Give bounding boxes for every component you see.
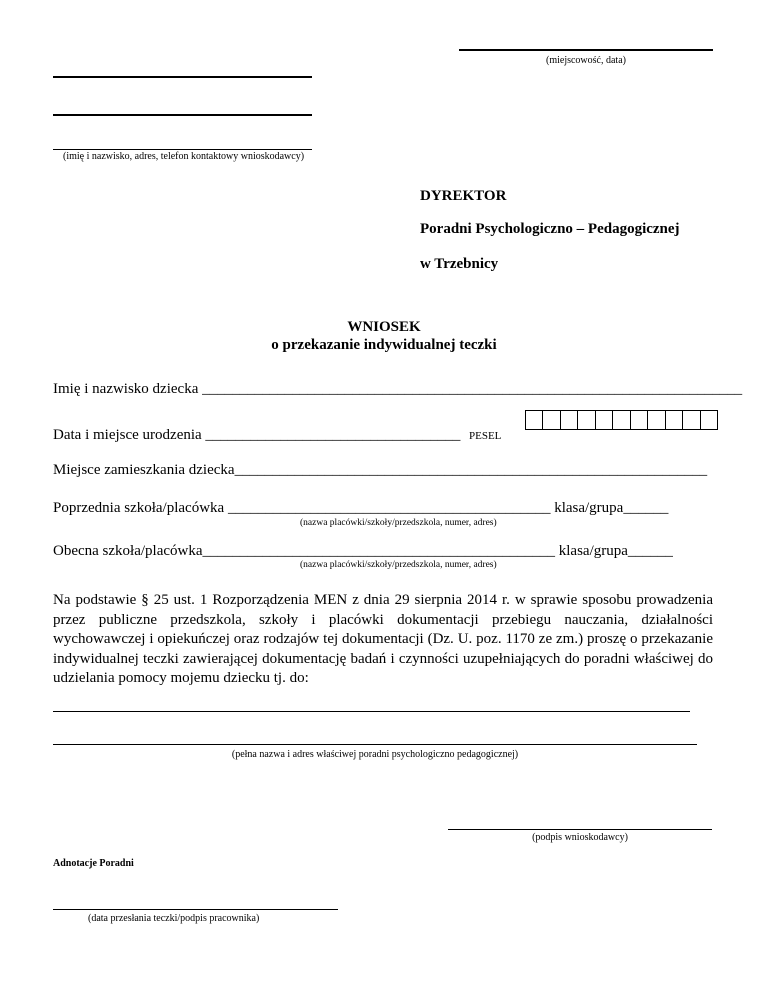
applicant-caption: (imię i nazwisko, adres, telefon kontaktowy wnioskodawcy) bbox=[63, 151, 305, 162]
document-title: WNIOSEK bbox=[347, 319, 421, 335]
current-school-field[interactable]: Obecna szkoła/placówka_______________________________________________ klasa/grupa______ bbox=[53, 543, 673, 559]
addressee-institution: Poradni Psychologiczno – Pedagogicznej bbox=[420, 221, 680, 237]
signature-line[interactable] bbox=[448, 829, 712, 830]
pesel-digit-cell[interactable] bbox=[666, 411, 683, 429]
place-date-caption: (miejscowość, data) bbox=[546, 55, 626, 66]
document-subtitle: o przekazanie indywidualnej teczki bbox=[271, 337, 497, 353]
place-date-line[interactable] bbox=[459, 49, 713, 51]
pesel-digit-cell[interactable] bbox=[526, 411, 543, 429]
applicant-line-1[interactable] bbox=[53, 76, 312, 78]
annotations-title: Adnotacje Poradni bbox=[53, 858, 134, 869]
current-school-caption: (nazwa placówki/szkoły/przedszkola, numer, adres) bbox=[300, 560, 497, 570]
previous-school-field[interactable]: Poprzednia szkoła/placówka ___________________________________________ klasa/grupa______ bbox=[53, 500, 669, 516]
birth-field[interactable]: Data i miejsce urodzenia __________________________________ bbox=[53, 427, 461, 443]
pesel-digit-cell[interactable] bbox=[683, 411, 700, 429]
pesel-digit-cell[interactable] bbox=[648, 411, 665, 429]
signature-caption: (podpis wnioskodawcy) bbox=[532, 832, 628, 843]
pesel-digit-cell[interactable] bbox=[543, 411, 560, 429]
pesel-digit-cell[interactable] bbox=[578, 411, 595, 429]
applicant-line-3[interactable] bbox=[53, 149, 312, 150]
pesel-label: PESEL bbox=[469, 430, 502, 442]
pesel-digit-cell[interactable] bbox=[701, 411, 717, 429]
pesel-digit-cell[interactable] bbox=[613, 411, 630, 429]
applicant-line-2[interactable] bbox=[53, 114, 312, 116]
addressee-title: DYREKTOR bbox=[420, 188, 507, 204]
pesel-digit-cell[interactable] bbox=[631, 411, 648, 429]
previous-school-caption: (nazwa placówki/szkoły/przedszkola, numer, adres) bbox=[300, 518, 497, 528]
child-name-field[interactable]: Imię i nazwisko dziecka ________________________________________________________________________ bbox=[53, 381, 743, 397]
request-paragraph: Na podstawie § 25 ust. 1 Rozporządzenia MEN z dnia 29 sierpnia 2014 r. w sprawie sposobu prowadzenia przez publiczne przedszkola, szkoły i placówki dokumentacji przebiegu nauczania, działalności wychowawczej i opiekuńczej oraz rodzajów tej dokumentacji (Dz. U. poz. 1170 ze zm.) proszę o przekazanie indywidualnej teczki zawierającej dokumentację badań i czynności uzupełniających do poradni właściwej do udzielania pomocy mojemu dziecku tj. do: bbox=[53, 592, 713, 687]
pesel-input-boxes[interactable] bbox=[525, 410, 718, 430]
addressee-city: w Trzebnicy bbox=[420, 256, 499, 272]
residence-field[interactable]: Miejsce zamieszkania dziecka_______________________________________________________________ bbox=[53, 462, 708, 478]
pesel-digit-cell[interactable] bbox=[561, 411, 578, 429]
annotations-line[interactable] bbox=[53, 909, 338, 910]
annotations-caption: (data przesłania teczki/podpis pracownika) bbox=[88, 913, 260, 924]
pesel-digit-cell[interactable] bbox=[596, 411, 613, 429]
clinic-line-1[interactable] bbox=[53, 711, 690, 712]
clinic-caption: (pełna nazwa i adres właściwej poradni psychologiczno pedagogicznej) bbox=[231, 749, 519, 760]
clinic-line-2[interactable] bbox=[53, 744, 697, 745]
